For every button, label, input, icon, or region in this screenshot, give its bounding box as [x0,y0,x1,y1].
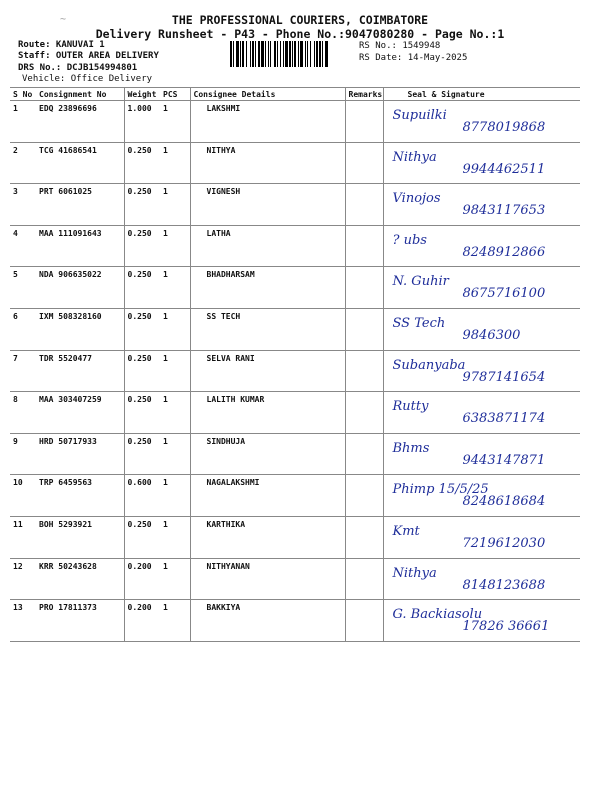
signature-phone: 9843117653 [462,203,546,219]
row-weight: 0.200 [124,558,160,600]
row-sno: 9 [10,433,36,475]
row-consignment: EDQ 23896696 [36,101,124,143]
row-consignment: TCG 41686541 [36,142,124,184]
row-consignee: BHADHARSAM [190,267,345,309]
row-signature [383,142,580,184]
table-row [10,433,580,475]
row-consignment: KRR 50243628 [36,558,124,600]
signature-name: N. Guhir [392,274,449,290]
row-weight: 0.600 [124,475,160,517]
signature-phone: 9787141654 [462,369,546,385]
table-row [10,184,580,226]
row-remarks [345,308,383,350]
col-consignment: Consignment No [36,88,124,101]
runsheet-table [10,87,580,642]
row-weight: 1.000 [124,101,160,143]
row-sno: 12 [10,558,36,600]
signature-phone: 9846300 [462,327,521,343]
table-row [10,558,580,600]
signature-phone: 8148123688 [462,577,546,593]
row-weight: 0.250 [124,184,160,226]
signature-name: Kmt [392,523,420,539]
row-sno: 11 [10,516,36,558]
table-row [10,350,580,392]
row-pcs: 1 [160,225,190,267]
row-pcs: 1 [160,392,190,434]
barcode [230,41,356,67]
col-remarks: Remarks [345,88,383,101]
row-pcs: 1 [160,308,190,350]
row-remarks [345,142,383,184]
row-signature [383,225,580,267]
row-consignment: PRT 6061025 [36,184,124,226]
row-signature [383,558,580,600]
row-consignee: BAKKIYA [190,600,345,642]
row-consignment: PRO 17811373 [36,600,124,642]
row-consignee: NAGALAKSHMI [190,475,345,517]
row-signature [383,184,580,226]
col-pcs: PCS [160,88,190,101]
signature-phone: 8675716100 [462,286,546,302]
row-consignee: NITHYANAN [190,558,345,600]
row-remarks [345,558,383,600]
signature-name: Bhms [392,440,430,456]
signature-phone: 9443147871 [462,452,546,468]
row-weight: 0.250 [124,225,160,267]
row-consignment: TDR 5520477 [36,350,124,392]
signature-phone: 17826 36661 [462,619,550,635]
row-pcs: 1 [160,475,190,517]
table-row [10,600,580,642]
signature-name: G. Backiasolu [392,607,483,623]
row-consignee: SS TECH [190,308,345,350]
row-weight: 0.250 [124,350,160,392]
company-title: THE PROFESSIONAL COURIERS, COIMBATORE [171,13,429,27]
col-consignee: Consignee Details [190,88,345,101]
col-sno: S No [10,88,36,101]
row-consignment: MAA 303407259 [36,392,124,434]
row-pcs: 1 [160,433,190,475]
signature-name: Nithya [392,565,437,581]
signature-name: Nithya [392,149,437,165]
runsheet-title: Delivery Runsheet - P43 - Phone No.:9047080280 - Page No.:1 [95,27,505,41]
vehicle-label: Vehicle: Office Delivery [22,74,153,84]
table-row [10,308,580,350]
row-remarks [345,350,383,392]
row-signature [383,350,580,392]
row-consignee: NITHYA [190,142,345,184]
row-consignment: IXM 508328160 [36,308,124,350]
row-sno: 10 [10,475,36,517]
table-row [10,516,580,558]
row-weight: 0.250 [124,516,160,558]
row-consignee: LATHA [190,225,345,267]
signature-name: Subanyaba [392,357,466,373]
row-pcs: 1 [160,600,190,642]
signature-phone: 8248912866 [462,244,546,260]
signature-name: Supuilki [392,108,447,123]
row-sno: 4 [10,225,36,267]
row-signature [383,101,580,143]
table-header [10,88,580,101]
row-sno: 8 [10,392,36,434]
row-weight: 0.250 [124,308,160,350]
row-consignee: LALITH KUMAR [190,392,345,434]
signature-phone: 9944462511 [462,161,546,177]
row-signature [383,516,580,558]
row-consignment: HRD 50717933 [36,433,124,475]
row-consignment: BOH 5293921 [36,516,124,558]
row-consignment: TRP 6459563 [36,475,124,517]
signature-name: SS Tech [392,315,446,331]
staff-label: Staff: OUTER AREA DELIVERY [18,51,159,61]
signature-name: Phimp 15/5/25 [392,482,489,498]
row-pcs: 1 [160,184,190,226]
row-pcs: 1 [160,516,190,558]
row-remarks [345,101,383,143]
row-sno: 5 [10,267,36,309]
row-remarks [345,184,383,226]
rs-date: RS Date: 14-May-2025 [359,53,468,63]
row-sno: 6 [10,308,36,350]
row-pcs: 1 [160,142,190,184]
row-remarks [345,600,383,642]
drs-label: DRS No.: DCJB154994801 [18,63,138,73]
row-sno: 13 [10,600,36,642]
col-seal-signature: Seal & Signature [383,88,580,101]
signature-phone: 8778019868 [462,120,546,135]
row-remarks [345,392,383,434]
row-consignee: SINDHUJA [190,433,345,475]
row-sno: 1 [10,101,36,143]
signature-name: Rutty [392,399,429,415]
signature-phone: 8248618684 [462,494,546,510]
row-weight: 0.250 [124,392,160,434]
row-signature [383,475,580,517]
signature-name: Vinojos [392,191,441,207]
table-row [10,392,580,434]
row-weight: 0.250 [124,433,160,475]
row-signature [383,600,580,642]
row-pcs: 1 [160,558,190,600]
signature-name: ? ubs [392,232,427,248]
table-row [10,142,580,184]
row-weight: 0.200 [124,600,160,642]
row-sno: 3 [10,184,36,226]
row-signature [383,267,580,309]
table-row [10,225,580,267]
row-remarks [345,225,383,267]
table-row [10,101,580,143]
row-consignee: SELVA RANI [190,350,345,392]
col-weight: Weight [124,88,160,101]
row-consignee: LAKSHMI [190,101,345,143]
row-signature [383,433,580,475]
signature-phone: 6383871174 [462,411,546,427]
row-sno: 7 [10,350,36,392]
row-sno: 2 [10,142,36,184]
row-pcs: 1 [160,350,190,392]
row-weight: 0.250 [124,267,160,309]
rs-number: RS No.: 1549948 [359,41,441,51]
row-consignment: MAA 111091643 [36,225,124,267]
row-pcs: 1 [160,267,190,309]
row-signature [383,308,580,350]
row-remarks [345,433,383,475]
row-remarks [345,516,383,558]
route-label: Route: KANUVAI 1 [18,40,105,50]
row-consignment: NDA 906635022 [36,267,124,309]
table-row [10,267,580,309]
row-signature [383,392,580,434]
row-remarks [345,267,383,309]
row-weight: 0.250 [124,142,160,184]
row-consignee: KARTHIKA [190,516,345,558]
signature-phone: 7219612030 [462,535,546,551]
row-remarks [345,475,383,517]
table-row [10,475,580,517]
row-pcs: 1 [160,101,190,143]
row-consignee: VIGNESH [190,184,345,226]
pen-scribble: ~ [60,14,67,25]
